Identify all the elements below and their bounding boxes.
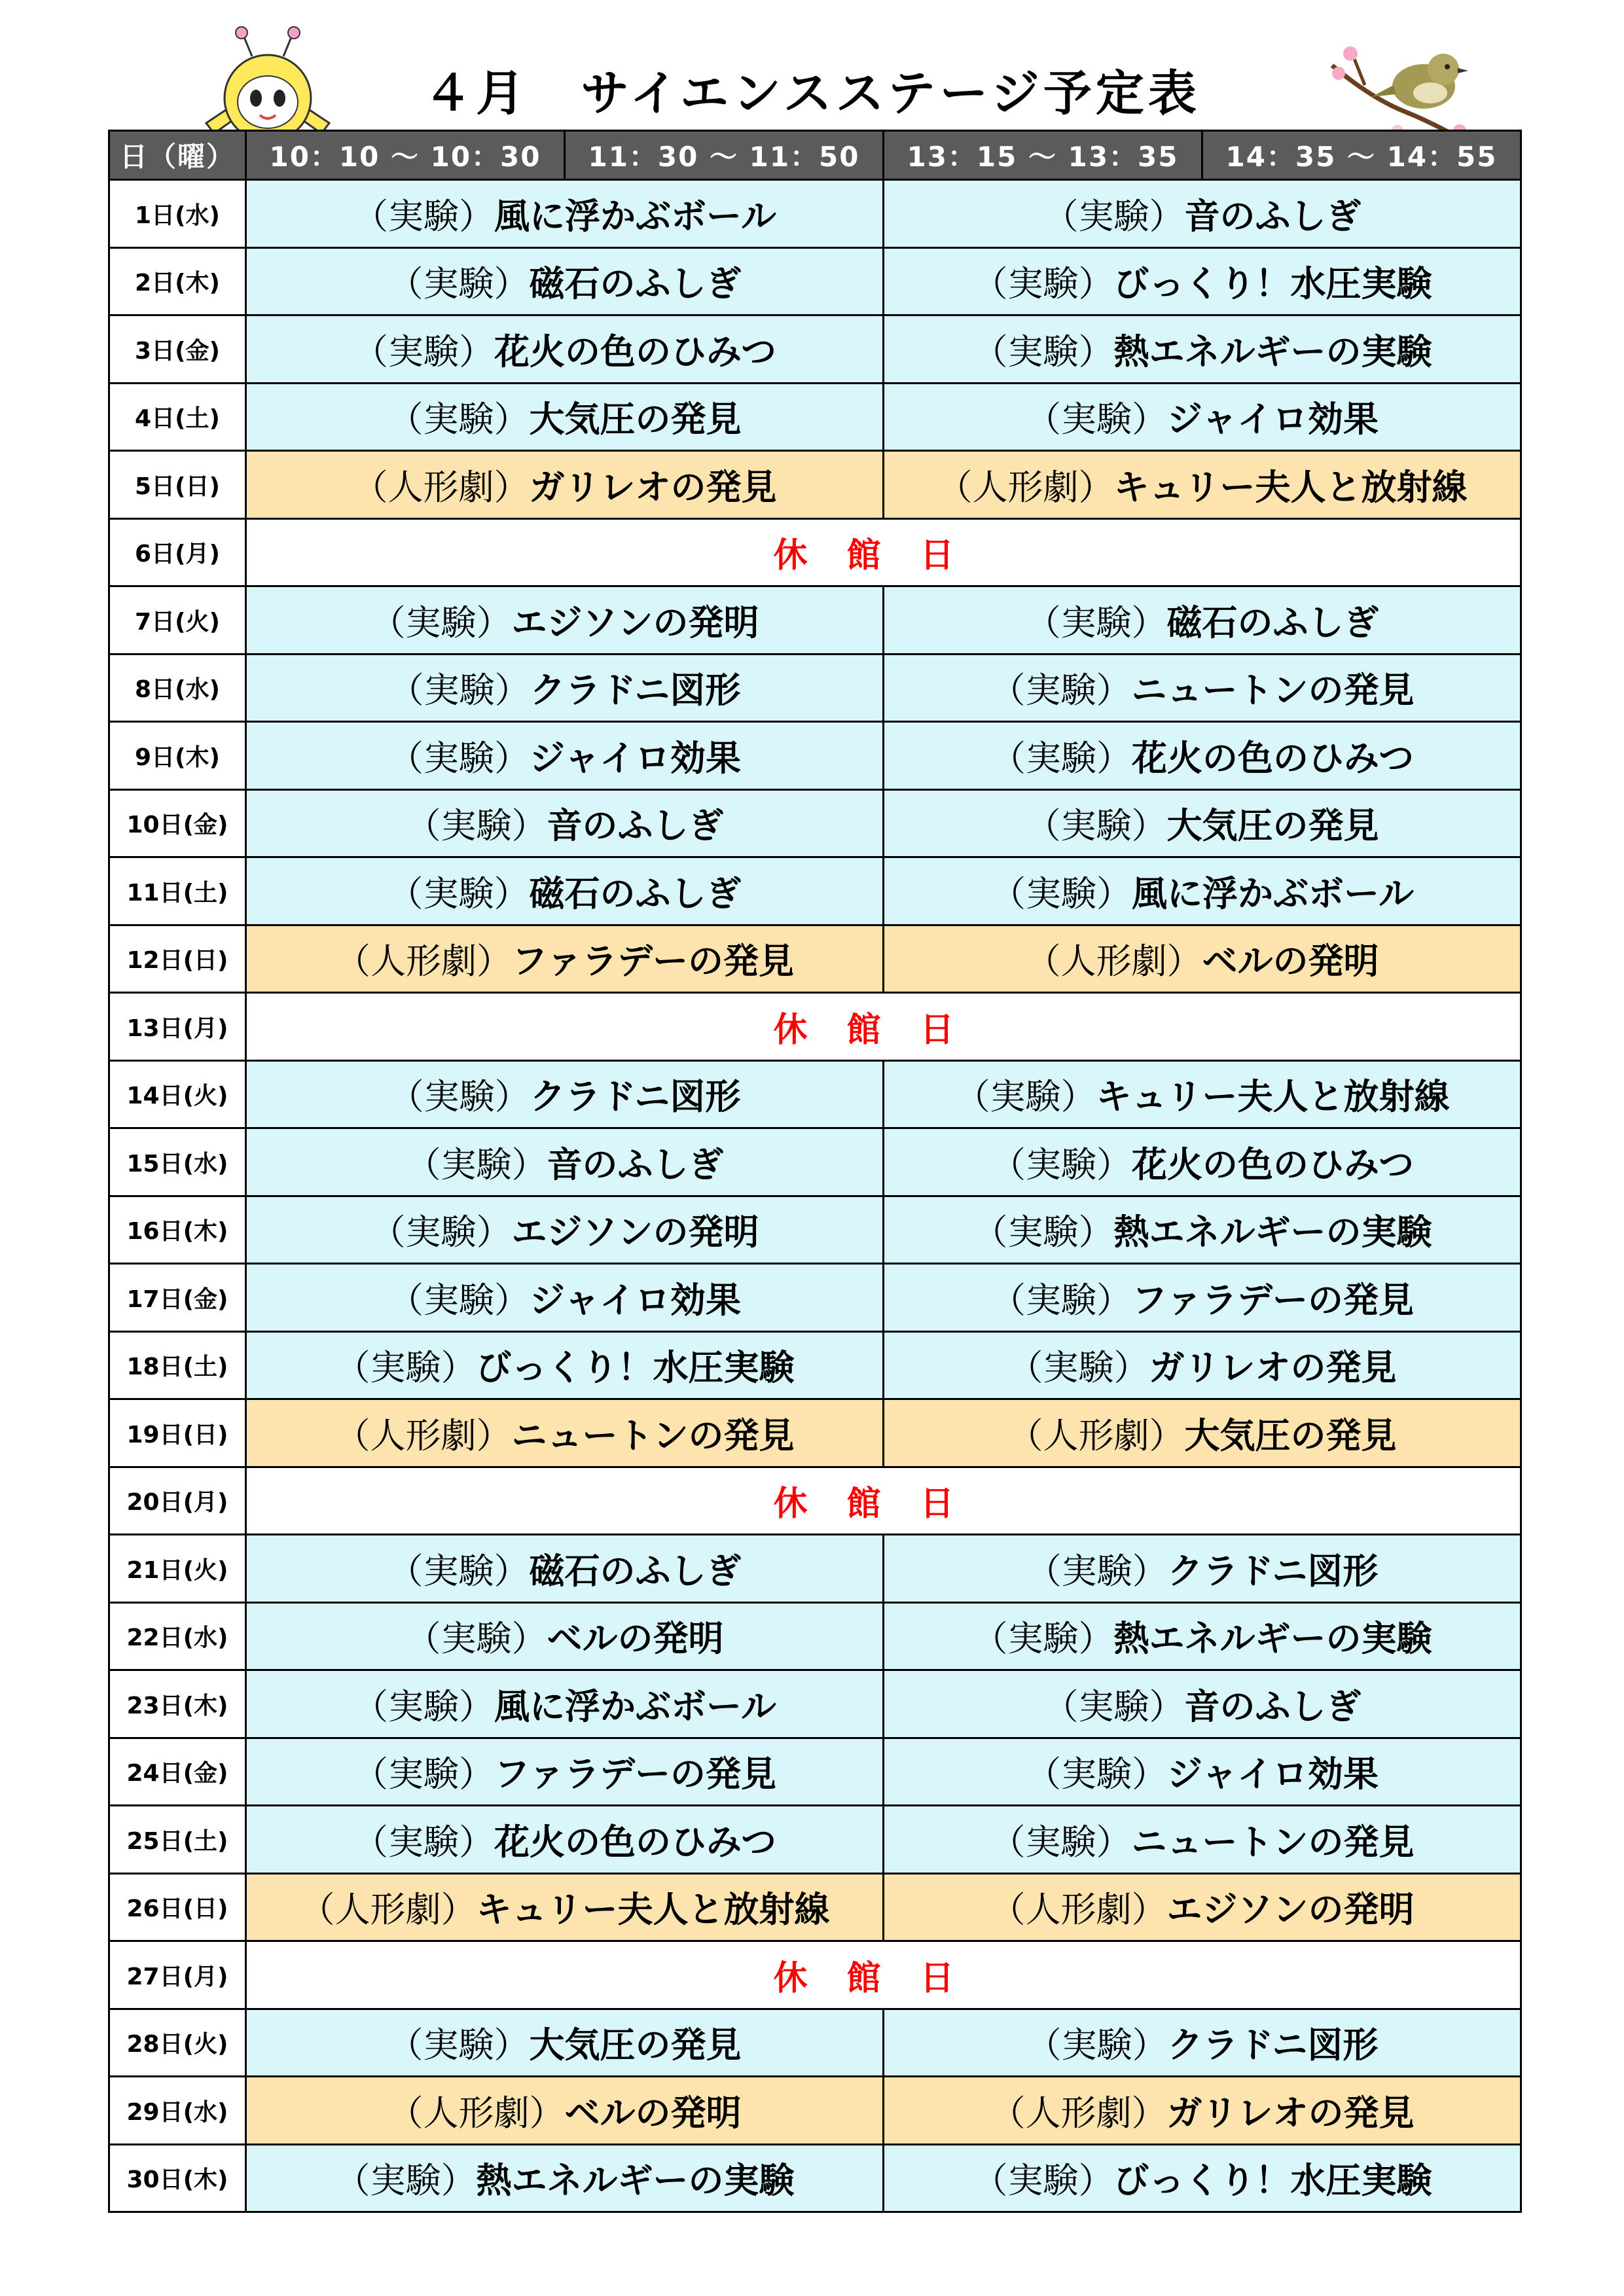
program-kind: （人形劇） [352,466,530,508]
program-kind: （実験） [972,331,1114,372]
program-title: 音のふしぎ [547,1143,724,1185]
day-cell: 24日(金) [109,1738,246,1806]
program-cell-pm [884,654,1521,722]
program-title: クラドニ図形 [530,1076,741,1118]
program-kind: （実験） [1026,1550,1168,1592]
day-cell: 6日(月) [109,518,246,586]
program-cell-am [246,451,884,519]
program-cell-pm [884,1196,1521,1264]
program-title: 大気圧の発見 [529,399,742,440]
program-cell-pm [884,1806,1521,1874]
program-kind: （人形劇） [990,2092,1167,2134]
closed-day-cell: 休館日 [246,1941,1521,2009]
day-cell: 22日(水) [109,1602,246,1670]
program-kind: （実験） [353,1685,495,1727]
day-cell: 25日(土) [109,1806,246,1874]
day-cell: 15日(水) [109,1128,246,1196]
day-cell: 1日(水) [109,180,246,248]
program-kind: （人形劇） [990,1889,1167,1931]
header-slot-2: 11：30 〜 11：50 [565,131,884,180]
program-title: ニュートンの発見 [1131,670,1415,711]
program-cell-am [246,1806,884,1874]
program-title: ベルの発明 [1202,941,1379,982]
day-cell: 20日(月) [109,1467,246,1535]
program-cell-am [246,925,884,993]
program-kind: （人形劇） [388,2092,565,2134]
program-kind: （実験） [1025,601,1167,643]
program-title: キュリー夫人と放射線 [1113,466,1468,508]
table-row [109,1602,1521,1670]
program-title: ジャイロ効果 [1167,399,1379,440]
program-cell-am [246,180,884,248]
program-cell-pm [884,722,1521,790]
program-kind: （実験） [388,737,530,779]
program-kind: （実験） [405,805,547,847]
program-kind: （実験） [388,670,530,711]
program-title: ファラデーの発見 [512,941,794,982]
day-cell: 11日(土) [109,857,246,925]
day-cell: 9日(木) [109,722,246,790]
program-cell-am [246,1331,884,1399]
program-title: ニュートンの発見 [1131,1821,1415,1863]
program-title: ベルの発明 [547,1618,724,1660]
program-cell-pm [884,1060,1521,1128]
table-row [109,315,1521,384]
program-cell-pm [884,789,1521,857]
program-title: エジソンの発明 [511,1211,759,1253]
day-cell: 2日(木) [109,247,246,315]
program-kind: （実験） [990,670,1132,711]
program-kind: （実験） [972,263,1114,305]
table-row [109,1873,1521,1941]
table-row [109,1399,1521,1467]
table-row [109,1196,1521,1264]
header-slot-3: 13：15 〜 13：35 [884,131,1202,180]
program-cell-am [246,383,884,451]
program-cell-am [246,2144,884,2212]
program-title: 熱エネルギーの実験 [476,2160,795,2202]
program-cell-pm [884,1331,1521,1399]
table-row [109,383,1521,451]
program-title: ファラデーの発見 [1132,1279,1414,1321]
day-cell: 7日(火) [109,586,246,655]
program-title: 音のふしぎ [547,805,724,847]
program-kind: （実験） [1025,805,1167,847]
program-cell-am [246,2077,884,2145]
program-cell-pm [884,315,1521,384]
program-title: クラドニ図形 [1167,2024,1379,2066]
table-row [109,518,1521,586]
program-cell-am [246,1873,884,1941]
day-cell: 19日(日) [109,1399,246,1467]
table-row [109,1738,1521,1806]
table-row [109,451,1521,519]
program-kind: （実験） [1043,1685,1185,1727]
page-title: ４月 サイエンスステージ予定表 [424,65,1200,122]
program-kind: （実験） [972,2160,1114,2202]
program-kind: （実験） [370,1211,512,1253]
day-cell: 12日(日) [109,925,246,993]
program-kind: （人形劇） [1025,941,1202,982]
table-row [109,2009,1521,2077]
program-cell-pm [884,925,1521,993]
table-row [109,1331,1521,1399]
program-title: 花火の色のひみつ [494,331,776,372]
program-kind: （実験） [388,872,530,914]
program-cell-am [246,1399,884,1467]
day-cell: 29日(水) [109,2077,246,2145]
program-cell-pm [884,1873,1521,1941]
program-cell-am [246,654,884,722]
day-cell: 10日(金) [109,789,246,857]
table-row [109,1467,1521,1535]
program-kind: （実験） [353,1821,495,1863]
schedule-table [108,130,1522,2213]
program-title: 磁石のふしぎ [529,263,742,305]
program-cell-am [246,1060,884,1128]
program-kind: （実験） [972,1618,1114,1660]
program-cell-am [246,1738,884,1806]
day-cell: 13日(月) [109,993,246,1061]
program-kind: （実験） [334,2160,477,2202]
closed-day-cell: 休館日 [246,993,1521,1061]
program-kind: （実験） [388,1076,530,1118]
day-cell: 28日(火) [109,2009,246,2077]
day-cell: 30日(木) [109,2144,246,2212]
program-title: 磁石のふしぎ [529,872,742,914]
day-cell: 26日(日) [109,1873,246,1941]
program-title: キュリー夫人と放射線 [476,1889,830,1931]
program-cell-pm [884,1128,1521,1196]
table-row [109,2144,1521,2212]
table-row [109,586,1521,655]
program-cell-pm [884,383,1521,451]
day-cell: 18日(土) [109,1331,246,1399]
day-cell: 21日(火) [109,1535,246,1603]
program-title: ガリレオの発見 [1149,1347,1397,1389]
program-cell-pm [884,1535,1521,1603]
program-title: ジャイロ効果 [530,1279,741,1321]
program-title: キュリー夫人と放射線 [1096,1076,1450,1118]
program-cell-pm [884,1264,1521,1332]
program-kind: （実験） [990,872,1132,914]
program-cell-am [246,1264,884,1332]
day-cell: 8日(水) [109,654,246,722]
table-row [109,857,1521,925]
program-cell-am [246,789,884,857]
program-cell-pm [884,2144,1521,2212]
table-row [109,1941,1521,2009]
program-kind: （実験） [388,399,530,440]
header-row [109,131,1521,180]
program-cell-pm [884,247,1521,315]
program-kind: （人形劇） [334,1414,512,1456]
closed-day-cell: 休館日 [246,518,1521,586]
program-kind: （実験） [388,1550,530,1592]
program-title: ガリレオの発見 [529,466,777,508]
table-row [109,654,1521,722]
program-title: 花火の色のひみつ [1132,737,1414,779]
program-cell-am [246,722,884,790]
table-row [109,1670,1521,1738]
program-cell-am [246,586,884,655]
program-title: 風に浮かぶボール [494,1685,776,1727]
table-row [109,925,1521,993]
program-title: 大気圧の発見 [1184,1414,1397,1456]
program-kind: （実験） [1007,1347,1149,1389]
program-title: 熱エネルギーの実験 [1113,1618,1432,1660]
program-cell-am [246,857,884,925]
table-row [109,1060,1521,1128]
program-kind: （人形劇） [937,466,1114,508]
program-title: クラドニ図形 [1167,1550,1379,1592]
program-cell-am [246,247,884,315]
program-title: 音のふしぎ [1184,195,1362,237]
program-title: ジャイロ効果 [530,737,741,779]
program-kind: （実験） [353,195,495,237]
program-kind: （人形劇） [1007,1414,1185,1456]
day-cell: 3日(金) [109,315,246,384]
program-cell-pm [884,1399,1521,1467]
program-kind: （実験） [1026,1753,1168,1795]
program-kind: （実験） [353,1753,495,1795]
program-cell-pm [884,586,1521,655]
program-kind: （実験） [972,1211,1114,1253]
program-title: 磁石のふしぎ [529,1550,742,1592]
program-title: 音のふしぎ [1184,1685,1362,1727]
day-cell: 16日(木) [109,1196,246,1264]
program-cell-pm [884,2009,1521,2077]
program-title: エジソンの発明 [1166,1889,1415,1931]
program-title: 花火の色のひみつ [1132,1143,1414,1185]
program-cell-pm [884,1602,1521,1670]
table-row [109,722,1521,790]
program-cell-pm [884,180,1521,248]
program-cell-pm [884,451,1521,519]
table-row [109,2077,1521,2145]
day-cell: 23日(木) [109,1670,246,1738]
program-kind: （実験） [954,1076,1096,1118]
program-title: びっくり！水圧実験 [476,1347,795,1389]
program-title: クラドニ図形 [530,670,741,711]
table-row [109,1535,1521,1603]
program-cell-pm [884,857,1521,925]
program-cell-pm [884,1670,1521,1738]
program-title: エジソンの発明 [511,601,759,643]
program-kind: （実験） [990,1143,1132,1185]
program-title: 大気圧の発見 [529,2024,742,2066]
program-kind: （実験） [990,1821,1132,1863]
program-kind: （実験） [1026,399,1168,440]
program-title: ベルの発明 [564,2092,742,2134]
day-cell: 5日(日) [109,451,246,519]
program-cell-am [246,1535,884,1603]
program-cell-am [246,2009,884,2077]
table-row [109,993,1521,1061]
header-slot-1: 10：10 〜 10：30 [246,131,565,180]
program-cell-am [246,1670,884,1738]
closed-day-cell: 休館日 [246,1467,1521,1535]
program-cell-am [246,1602,884,1670]
day-cell: 4日(土) [109,383,246,451]
table-row [109,1264,1521,1332]
program-title: ガリレオの発見 [1166,2092,1415,2134]
program-kind: （実験） [1043,195,1185,237]
program-title: 風に浮かぶボール [494,195,776,237]
day-cell: 14日(火) [109,1060,246,1128]
table-row [109,1128,1521,1196]
program-cell-pm [884,1738,1521,1806]
program-kind: （実験） [334,1347,477,1389]
program-title: ファラデーの発見 [494,1753,776,1795]
program-kind: （実験） [405,1618,547,1660]
program-kind: （実験） [405,1143,547,1185]
program-title: びっくり！水圧実験 [1113,2160,1432,2202]
header-slot-4: 14：35 〜 14：55 [1202,131,1521,180]
program-cell-am [246,315,884,384]
program-kind: （実験） [370,601,512,643]
program-title: 熱エネルギーの実験 [1113,331,1432,372]
program-kind: （実験） [1026,2024,1168,2066]
program-kind: （実験） [388,1279,530,1321]
program-cell-pm [884,2077,1521,2145]
table-row [109,180,1521,248]
program-kind: （実験） [990,737,1132,779]
program-title: 熱エネルギーの実験 [1113,1211,1432,1253]
program-cell-am [246,1128,884,1196]
table-row [109,247,1521,315]
program-title: 風に浮かぶボール [1132,872,1414,914]
table-row [109,789,1521,857]
day-cell: 17日(金) [109,1264,246,1332]
program-cell-am [246,1196,884,1264]
program-title: 磁石のふしぎ [1166,601,1379,643]
program-kind: （人形劇） [299,1889,477,1931]
program-kind: （実験） [353,331,495,372]
day-cell: 27日(月) [109,1941,246,2009]
program-kind: （実験） [388,2024,530,2066]
program-title: ジャイロ効果 [1167,1753,1379,1795]
program-kind: （実験） [388,263,530,305]
table-row [109,1806,1521,1874]
program-title: びっくり！水圧実験 [1113,263,1432,305]
program-title: ニュートンの発見 [511,1414,795,1456]
program-kind: （実験） [990,1279,1132,1321]
header-day: 日（曜） [109,131,246,180]
program-kind: （人形劇） [335,941,513,982]
program-title: 大気圧の発見 [1166,805,1379,847]
program-title: 花火の色のひみつ [494,1821,776,1863]
